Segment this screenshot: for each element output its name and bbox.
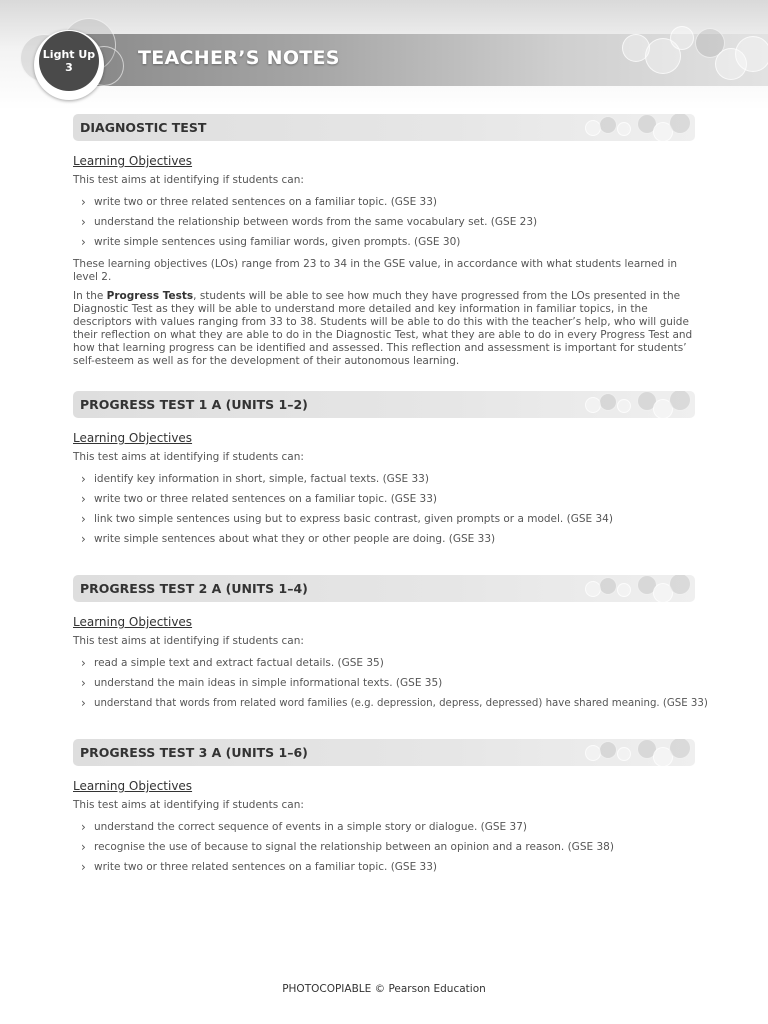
decor-bubbles <box>565 114 695 141</box>
chevron-right-icon: › <box>81 235 86 249</box>
footer-copyright: PHOTOCOPIABLE © Pearson Education <box>282 983 486 995</box>
chevron-right-icon: › <box>81 532 86 546</box>
logo-line1: Light Up <box>42 48 96 61</box>
decor-bubbles <box>565 575 695 602</box>
section-title: PROGRESS TEST 3 A (UNITS 1–6) <box>80 745 308 760</box>
section-progress-2 <box>73 575 708 713</box>
chevron-right-icon: › <box>81 472 86 486</box>
section-header <box>73 575 695 602</box>
learning-objectives-heading: Learning Objectives <box>73 431 193 445</box>
section-title: PROGRESS TEST 2 A (UNITS 1–4) <box>80 581 308 596</box>
page-title: TEACHER’S NOTES <box>138 47 340 69</box>
paragraph-progress: In the Progress Tests, students will be able to see how much they have progressed from the LOs presented in the Diagnostic Test as they will be able to understand more detailed and key information in familiar topics, in the descriptors with values ranging from 33 to 38. Students will be able to do this with the teacher’s help, who will guide their reflection on what they are able to do in the Diagnostic Test, what they are able to do in every Progress Test and how that learning progress can be identified and assessed. This reflection and assessment is important for students’ self-esteem as well as for the development of their autonomous learning. <box>73 290 693 367</box>
paragraph-range: These learning objectives (LOs) range from 23 to 34 in the GSE value, in accordance with what students learned in level 2. <box>73 258 678 283</box>
logo-line2: 3 <box>65 61 73 74</box>
list-item: › write two or three related sentences on a familiar topic. (GSE 33) <box>73 489 695 509</box>
chevron-right-icon: › <box>81 512 86 526</box>
learning-objectives-heading: Learning Objectives <box>73 154 193 168</box>
list-item: › recognise the use of because to signal the relationship between an opinion and a reason. (GSE 38) <box>73 837 695 857</box>
section-progress-3 <box>73 739 695 877</box>
objective-list <box>73 469 695 549</box>
list-item: › write simple sentences about what they or other people are doing. (GSE 33) <box>73 529 695 549</box>
learning-objectives-heading: Learning Objectives <box>73 779 193 793</box>
decor-bubbles <box>565 739 695 766</box>
chevron-right-icon: › <box>81 820 86 834</box>
chevron-right-icon: › <box>81 696 86 710</box>
section-title: DIAGNOSTIC TEST <box>80 120 207 135</box>
chevron-right-icon: › <box>81 492 86 506</box>
list-item: › understand the relationship between words from the same vocabulary set. (GSE 23) <box>73 212 695 232</box>
list-item: › understand that words from related word families (e.g. depression, depress, depressed) have shared meaning. (GSE 33) <box>73 693 695 713</box>
list-item: › understand the main ideas in simple informational texts. (GSE 35) <box>73 673 695 693</box>
chevron-right-icon: › <box>81 656 86 670</box>
chevron-right-icon: › <box>81 676 86 690</box>
main-content <box>73 114 708 877</box>
list-item: › write two or three related sentences on a familiar topic. (GSE 33) <box>73 192 695 212</box>
section-progress-1 <box>73 391 695 549</box>
section-intro: This test aims at identifying if students can: <box>73 799 304 811</box>
list-item: › identify key information in short, simple, factual texts. (GSE 33) <box>73 469 695 489</box>
decor-bubbles <box>565 391 695 418</box>
chevron-right-icon: › <box>81 215 86 229</box>
section-intro: This test aims at identifying if students can: <box>73 635 304 647</box>
chevron-right-icon: › <box>81 195 86 209</box>
list-item: › link two simple sentences using but to express basic contrast, given prompts or a model. (GSE 34) <box>73 509 695 529</box>
objective-list <box>73 653 708 713</box>
objective-list <box>73 192 695 252</box>
section-intro: This test aims at identifying if students can: <box>73 174 304 186</box>
logo <box>39 31 99 91</box>
list-item: › write two or three related sentences on a familiar topic. (GSE 33) <box>73 857 695 877</box>
chevron-right-icon: › <box>81 840 86 854</box>
section-header <box>73 391 695 418</box>
objective-list <box>73 817 695 877</box>
learning-objectives-heading: Learning Objectives <box>73 615 193 629</box>
section-header <box>73 739 695 766</box>
section-intro: This test aims at identifying if students can: <box>73 451 304 463</box>
list-item: › read a simple text and extract factual details. (GSE 35) <box>73 653 695 673</box>
chevron-right-icon: › <box>81 860 86 874</box>
list-item: › understand the correct sequence of events in a simple story or dialogue. (GSE 37) <box>73 817 695 837</box>
section-diagnostic <box>73 114 695 368</box>
list-item: › write simple sentences using familiar words, given prompts. (GSE 30) <box>73 232 695 252</box>
section-header <box>73 114 695 141</box>
section-title: PROGRESS TEST 1 A (UNITS 1–2) <box>80 397 308 412</box>
